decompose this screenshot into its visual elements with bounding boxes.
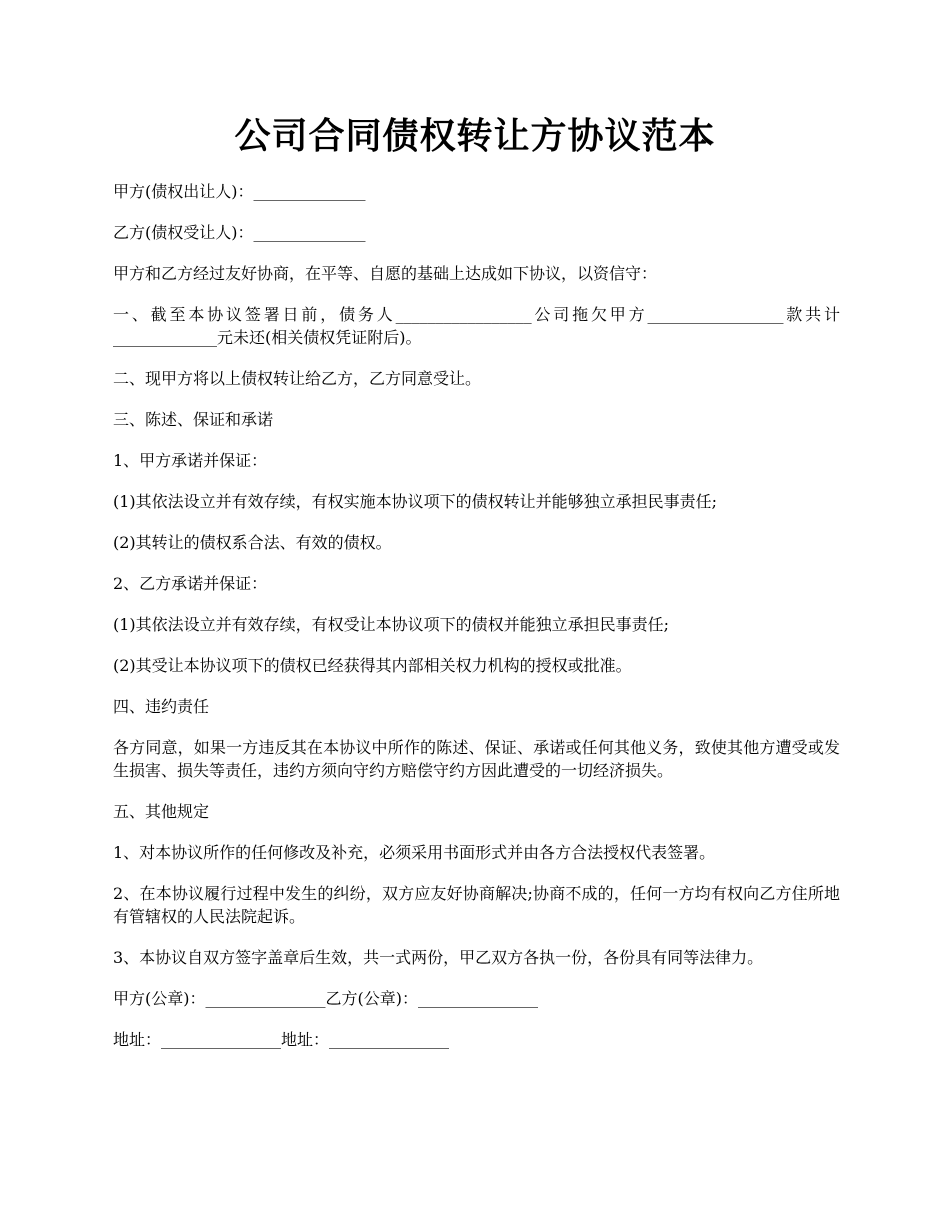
clause-3-2-item-1: (1)其依法设立并有效存续，有权受让本协议项下的债权并能独立承担民事责任; (113, 615, 670, 634)
preamble: 甲方和乙方经过友好协商，在平等、自愿的基础上达成如下协议，以资信守： (113, 264, 658, 283)
document-body (113, 180, 840, 1069)
clause-3-2-item-2: (2)其受让本协议项下的债权已经获得其内部相关权力机构的授权或批准。 (113, 656, 632, 675)
clause-3-1-item-1: (1)其依法设立并有效存续，有权实施本协议项下的债权转让并能够独立承担民事责任; (113, 492, 718, 511)
clause-1: 一、截至本协议签署日前，债务人_________________公司拖欠甲方_________________款共计_____________元未还(相关债权凭证附后)。 (113, 305, 840, 347)
clause-3-1-heading: 1、甲方承诺并保证： (113, 451, 268, 470)
signature-line: 甲方(公章)：_______________乙方(公章)：_______________ (113, 989, 538, 1008)
clause-3-heading: 三、陈述、保证和承诺 (113, 410, 274, 429)
document-title: 公司合同债权转让方协议范本 (234, 115, 716, 157)
clause-3-2-heading: 2、乙方承诺并保证： (113, 574, 268, 593)
clause-4-text: 各方同意，如果一方违反其在本协议中所作的陈述、保证、承诺或任何其他义务，致使其他方遭受或发生损害、损失等责任，违约方须向守约方赔偿守约方因此遭受的一切经济损失。 (113, 738, 840, 780)
address-line: 地址：_______________地址：_______________ (113, 1030, 450, 1049)
clause-5-item-3: 3、本协议自双方签字盖章后生效，共一式两份，甲乙双方各执一份，各份具有同等法律力。 (113, 948, 764, 967)
clause-4-heading: 四、违约责任 (113, 697, 210, 716)
clause-5-heading: 五、其他规定 (113, 802, 210, 821)
clause-5-item-1: 1、对本协议所作的任何修改及补充，必须采用书面形式并由各方合法授权代表签署。 (113, 843, 716, 862)
party-b-line: 乙方(债权受让人)：______________ (113, 223, 366, 242)
clause-5-item-2: 2、在本协议履行过程中发生的纠纷，双方应友好协商解决;协商不成的，任何一方均有权向乙方住所地有管辖权的人民法院起诉。 (113, 884, 840, 926)
clause-2: 二、现甲方将以上债权转让给乙方，乙方同意受让。 (113, 369, 482, 388)
clause-3-1-item-2: (2)其转让的债权系合法、有效的债权。 (113, 533, 392, 552)
party-a-line: 甲方(债权出让人)：______________ (113, 182, 366, 201)
